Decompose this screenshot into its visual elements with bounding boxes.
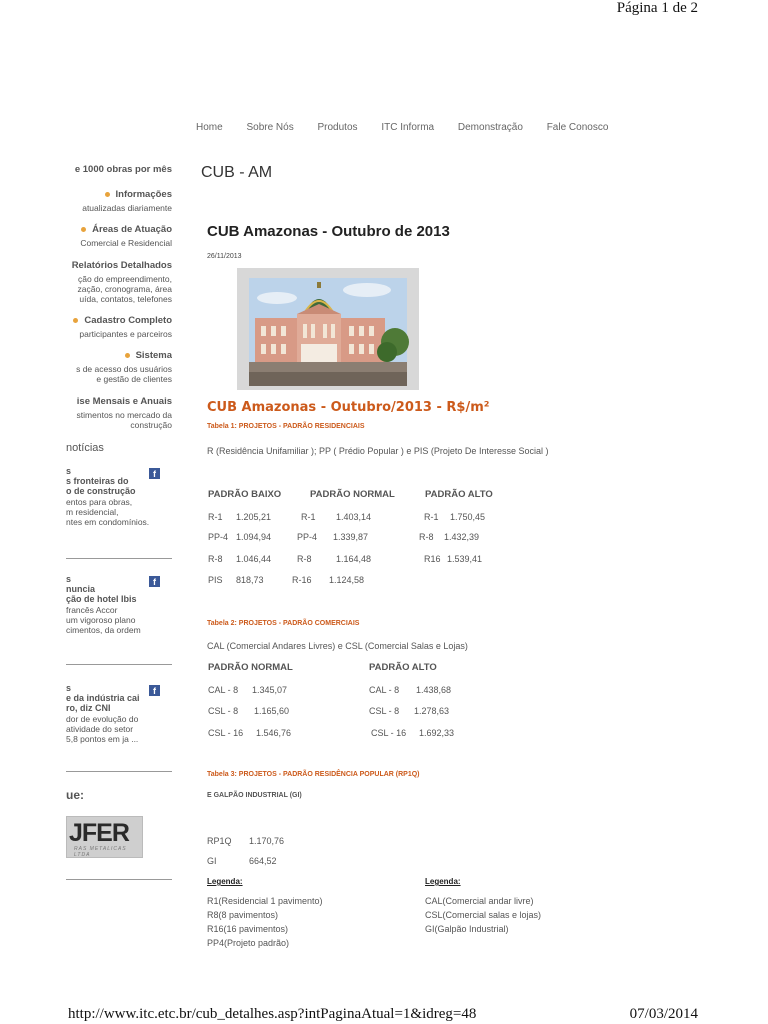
feature-desc: Comercial e Residencial [80,238,172,248]
sidebar [66,160,172,880]
table2-code: CAL - 8 [369,685,400,695]
table3-caption2: E GALPÃO INDUSTRIAL (GI) [207,792,302,799]
news-line[interactable]: s [66,466,72,476]
table2-code: CSL - 8 [208,706,239,716]
table1-code: R-16 [292,575,312,585]
legend-title: Legenda: [207,877,243,886]
feature-title[interactable]: Sistema [125,350,172,361]
table2-code: CAL - 8 [208,685,239,695]
news-title[interactable]: o de construção [66,486,136,496]
article-title: CUB Amazonas - Outubro de 2013 [207,223,450,240]
table1-value: 1.046,44 [236,554,272,564]
table1-header: PADRÃO NORMAL [310,489,395,500]
table2-value: 1.165,60 [254,706,290,716]
feature-desc: e gestão de clientes [96,374,172,384]
table1-value: 1.750,45 [450,512,486,522]
facebook-icon[interactable]: f [149,576,160,587]
news-title[interactable]: nuncia [66,584,96,594]
facebook-icon[interactable]: f [149,685,160,696]
news-text: francês Accor [66,605,118,615]
feature-title[interactable]: Relatórios Detalhados [71,260,172,271]
table1-header: PADRÃO BAIXO [208,489,282,500]
table3-code: RP1Q [207,836,232,846]
nav-itc-informa[interactable]: ITC Informa [381,122,435,133]
page-number: Página 1 de 2 [616,0,698,16]
table2-code: CSL - 8 [369,706,400,716]
table2-value: 1.438,68 [416,685,452,695]
footer-date: 07/03/2014 [629,1006,698,1022]
divider [66,664,172,665]
news-text: 5,8 pontos em ja ... [66,734,139,744]
facebook-icon[interactable]: f [149,468,160,479]
divider [66,879,172,880]
feature-title[interactable]: ise Mensais e Anuais [76,396,172,407]
nav-produtos[interactable]: Produtos [317,122,358,133]
table2-header: PADRÃO ALTO [369,662,437,673]
news-title[interactable]: s fronteiras do [66,476,129,486]
news-text: dor de evolução do [66,714,139,724]
table1-code: R16 [424,554,441,564]
news-text: entos para obras, [66,497,133,507]
legend-item: GI(Galpão Industrial) [425,924,509,934]
table2-caption: Tabela 2: PROJETOS - PADRÃO COMERCIAIS [207,620,360,627]
legend-item: R16(16 pavimentos) [207,924,289,934]
table2-code: CSL - 16 [371,728,407,738]
table3-caption: Tabela 3: PROJETOS - PADRÃO RESIDÊNCIA POPULAR (RP1Q) [207,771,420,778]
article-date: 26/11/2013 [207,253,242,260]
table1-code: R-1 [301,512,316,522]
nav-demonstracao[interactable]: Demonstração [457,122,523,133]
top-nav [196,122,629,133]
table1-caption: Tabela 1: PROJETOS - PADRÃO RESIDENCIAIS [207,423,365,430]
table1-code: PP-4 [208,532,229,542]
legend-item: CAL(Comercial andar livre) [425,896,534,906]
destaque-heading: ue: [66,788,84,802]
table1-code: PP-4 [297,532,318,542]
table1-code: R-8 [419,532,434,542]
feature-desc: ção do empreendimento, [77,274,172,284]
feature-desc: stimentos no mercado da [76,410,172,420]
table1-value: 1.205,21 [236,512,272,522]
table2-value: 1.546,76 [256,728,292,738]
news-line[interactable]: s [66,683,72,693]
news-text: cimentos, da ordem [66,625,141,635]
table1-code: R-8 [208,554,223,564]
nav-home[interactable]: Home [196,122,223,133]
table3-value: 664,52 [249,856,277,866]
news-title[interactable]: ção de hotel Ibis [66,594,137,604]
table1-code: R-1 [208,512,223,522]
news-text: m residencial, [66,507,119,517]
news-text: ntes em condomínios. [66,517,150,527]
legend-item: CSL(Comercial salas e lojas) [425,910,542,920]
bullet-icon [73,318,78,323]
feature-desc: atualizadas diariamente [82,203,172,213]
news-text: um vigoroso plano [66,615,136,625]
nav-fale-conosco[interactable]: Fale Conosco [546,122,609,133]
table3-value: 1.170,76 [249,836,285,846]
news-title[interactable]: e da indústria cai [66,693,140,703]
nav-sobre-nos[interactable]: Sobre Nós [246,122,294,133]
table2-code: CSL - 16 [208,728,244,738]
feature-title[interactable]: Informações [105,189,173,200]
table1-code: R-8 [297,554,312,564]
table1-value: 1.539,41 [447,554,483,564]
news-line[interactable]: s [66,574,72,584]
table1-value: 1.094,94 [236,532,272,542]
legend-item: R8(8 pavimentos) [207,910,279,920]
table1-description: R (Residência Unifamiliar ); PP ( Prédio Popular ) e PIS (Projeto De Interesse Social ) [207,446,549,456]
legend-item: R1(Residencial 1 pavimento) [207,896,323,906]
table2-value: 1.345,07 [252,685,288,695]
legend-item: PP4(Projeto padrão) [207,938,290,948]
feature-title[interactable]: Cadastro Completo [73,315,172,326]
divider [66,558,172,559]
legend-title: Legenda: [425,877,461,886]
table1-code: PIS [208,575,223,585]
feature-desc: zação, cronograma, área [77,284,172,294]
table1-value: 1.403,14 [336,512,372,522]
teatro-amazonas-photo [237,268,419,390]
table2-value: 1.278,63 [414,706,450,716]
logo-subtext: RAS METALICAS LTDA [74,846,127,858]
table1-code: R-1 [424,512,439,522]
table1-header: PADRÃO ALTO [425,489,493,500]
table1-value: 1.164,48 [336,554,372,564]
sponsor-logo[interactable] [66,816,143,858]
table2-header: PADRÃO NORMAL [208,662,293,673]
noticias-heading: notícias [66,442,104,454]
section-title: CUB - AM [201,164,273,181]
divider [66,771,172,772]
feature-desc: participantes e parceiros [79,329,172,339]
feature-desc: construção [130,420,172,430]
table2-value: 1.692,33 [419,728,455,738]
logo-text: JFER [69,819,129,847]
news-text: atividade do setor [66,724,134,734]
bullet-icon [81,227,86,232]
table3-code: GI [207,856,217,866]
feature-title[interactable]: Áreas de Atuação [81,224,172,235]
bullet-icon [105,192,110,197]
sidebar-top-text: e 1000 obras por mês [74,164,172,175]
news-title[interactable]: ro, diz CNI [66,703,111,713]
table1-value: 1.339,87 [333,532,369,542]
bullet-icon [125,353,130,358]
footer-url[interactable]: http://www.itc.etc.br/cub_detalhes.asp?intPaginaAtual=1&idreg=48 [68,1006,477,1022]
table2-description: CAL (Comercial Andares Livres) e CSL (Comercial Salas e Lojas) [207,641,468,651]
table1-value: 818,73 [236,575,264,585]
feature-desc: uída, contatos, telefones [79,294,172,304]
table1-value: 1.124,58 [329,575,365,585]
table1-value: 1.432,39 [444,532,480,542]
feature-desc: s de acesso dos usuários [76,364,172,374]
cub-subtitle: CUB Amazonas - Outubro/2013 - R$/m² [207,400,490,415]
